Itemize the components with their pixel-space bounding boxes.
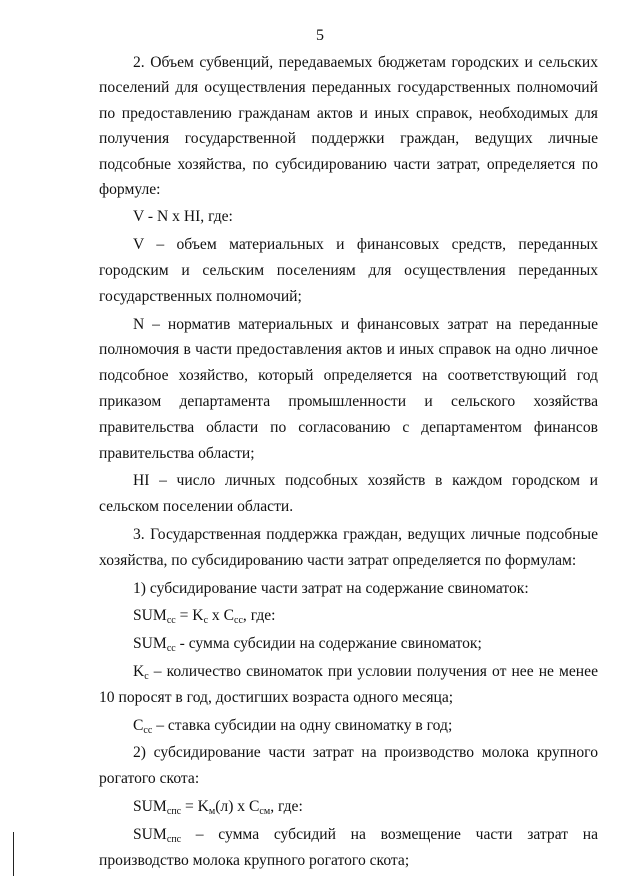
paragraph-k-sows-definition (99, 659, 598, 711)
formula-paren: (л) x C (215, 797, 260, 815)
formula-c-subscript: сс (234, 615, 243, 627)
formula-v: V - N x HI, где: (133, 208, 233, 226)
formula-c-subscript: см (259, 805, 271, 817)
formula-eq: = K (175, 607, 204, 625)
document-body (99, 50, 598, 873)
paragraph-milk-subsidy: 2) субсидирование части затрат на производство молока крупного рогатого скота: (99, 744, 598, 788)
paragraph-sum-sows-definition (99, 631, 598, 657)
formula-sum: SUM (133, 607, 167, 625)
term-definition: – ставка субсидии на одну свиноматку в год; (152, 716, 453, 734)
term-sum: SUM (133, 825, 167, 843)
paragraph-sum-milk-definition (99, 822, 598, 874)
formula-sum-subscript: спс (166, 805, 182, 817)
paragraph-subvention-volume: 2. Объем субвенций, передаваемых бюджетам городских и сельских поселений для осуществления переданных государственных полномочий по предоставлению гражданам актов и иных справок, необходимых для получения государственной поддержки граждан, ведущих личные подсобные хозяйства, по субсидированию части затрат, определяется по формуле: (99, 54, 598, 199)
formula-tail: , где: (242, 607, 276, 625)
term-definition: - сумма субсидии на содержание свиноматок; (175, 635, 482, 653)
formula-sum-subscript: сс (166, 615, 176, 627)
formula-x: x C (208, 607, 235, 625)
term-sum-subscript: сс (166, 643, 176, 655)
formula-k-subscript: м (208, 805, 216, 817)
paragraph-n-definition: N – норматив материальных и финансовых затрат на переданные полномочия в части предоставления актов и иных справок на одно личное подсобное хозяйство, который определяется на соответствующий год приказом департамента промышленности и сельского хозяйства правительства области по согласованию с департаментом финансов правительства области; (99, 315, 598, 462)
formula-sum: SUM (133, 797, 167, 815)
term-definition: – сумма субсидий на возмещение части затрат на производство молока крупного рогатого скота; (99, 825, 598, 869)
page-number: 5 (316, 27, 324, 44)
term-sum: SUM (133, 635, 167, 653)
paragraph-v-definition: V – объем материальных и финансовых средств, переданных городским и сельским поселениям для осуществления переданных государственных полномочий; (99, 236, 598, 305)
paragraph-c-sows-definition (99, 713, 598, 739)
term-c: C (133, 716, 144, 734)
term-definition: – количество свиноматок при условии получения от нее не менее 10 поросят в год, достигших возраста одного месяца; (99, 662, 598, 706)
formula-tail: , где: (270, 797, 303, 815)
formula-eq: = K (181, 797, 209, 815)
formula-k-subscript: с (203, 615, 209, 627)
paragraph-sows-subsidy: 1) субсидирование части затрат на содержание свиноматок: (133, 579, 529, 597)
term-k: K (133, 662, 145, 680)
term-sum-subscript: спс (166, 833, 182, 845)
paragraph-state-support: 3. Государственная поддержка граждан, ведущих личные подсобные хозяйства, по субсидированию части затрат определяется по формулам: (99, 526, 598, 569)
formula-sum-sows (99, 603, 598, 629)
term-k-subscript: с (144, 670, 149, 682)
term-c-subscript: сс (143, 724, 153, 736)
paragraph-hi-definition: HI – число личных подсобных хозяйств в каждом городском и сельском поселении области. (99, 472, 598, 516)
formula-sum-milk (99, 794, 598, 820)
scan-margin-line (13, 832, 14, 876)
